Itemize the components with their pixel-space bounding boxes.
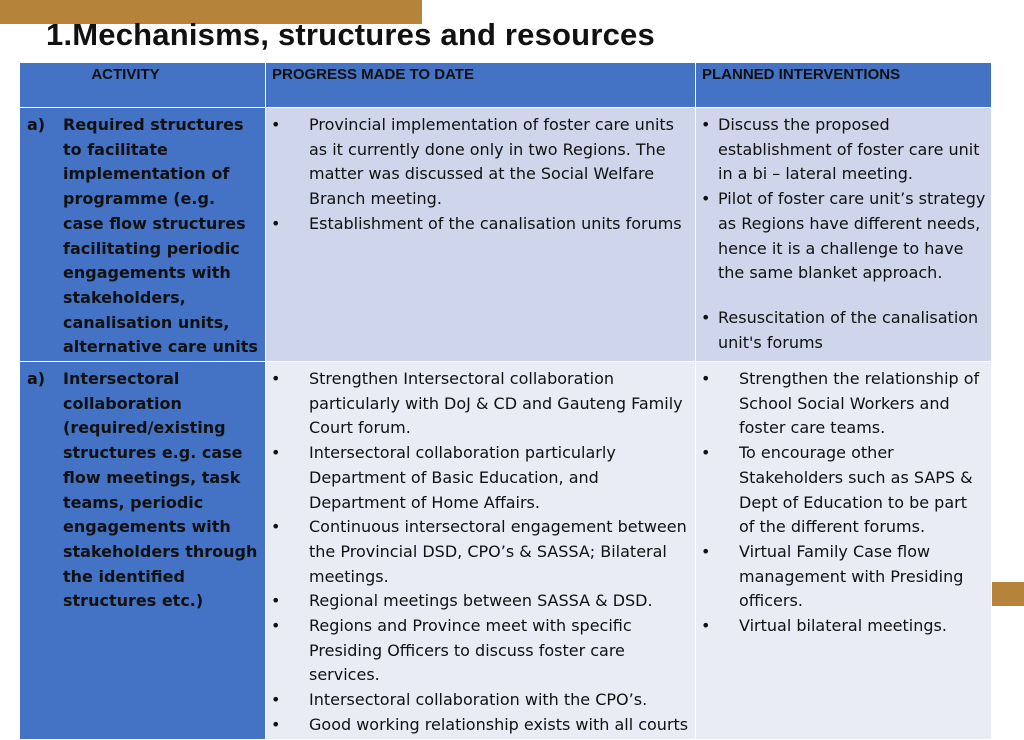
activity-cell [20,362,266,740]
list-item: • Intersectoral collaboration particularly Department of Basic Education, and Department of Home Affairs. [271,441,690,515]
list-item: • Good working relationship exists with all courts [271,713,690,738]
list-item: • Continuous intersectoral engagement between the Provincial DSD, CPO’s & SASSA; Bilateral meetings. [271,515,690,589]
list-item: • Strengthen the relationship of School Social Workers and foster care teams. [701,367,986,441]
list-item: • Discuss the proposed establishment of foster care unit in a bi – lateral meeting. [701,113,986,187]
list-item: • Pilot of foster care unit’s strategy as Regions have different needs, hence it is a challenge to have the same blanket approach. [701,187,986,286]
bullet-icon: • [701,115,711,134]
header-progress: PROGRESS MADE TO DATE [266,63,696,108]
bullet-icon: • [271,115,281,134]
activity-text: Intersectoral collaboration (required/existing structures e.g. case flow meetings, task teams, periodic engagements with stakeholders through the identified structures etc.) [63,369,258,611]
list-item: • Resuscitation of the canalisation unit's forums [701,306,986,355]
planned-cell [696,362,992,740]
activity-text: Required structures to facilitate implementation of programme (e.g. case flow structures facilitating periodic engagements with stakeholders, canalisation units, alternative care units [63,115,258,357]
progress-cell [266,362,696,740]
bullet-icon: • [271,369,281,389]
planned-cell [696,108,992,362]
list-item: • Virtual Family Case flow management with Presiding officers. [701,540,986,614]
header-activity: ACTIVITY [20,63,266,108]
row-marker: a) [27,369,46,389]
side-accent-bar [990,582,1024,606]
header-planned: PLANNED INTERVENTIONS [696,63,992,108]
bullet-icon: • [701,443,711,463]
bullet-icon: • [701,616,711,636]
table-row [20,362,992,740]
bullet-icon: • [701,369,711,389]
bullet-icon: • [271,443,281,463]
list-item: • Regions and Province meet with specific Presiding Officers to discuss foster care services. [271,614,690,688]
bullet-icon: • [701,307,711,327]
page-title: 1.Mechanisms, structures and resources [46,17,655,52]
list-item: • Strengthen Intersectoral collaboration particularly with DoJ & CD and Gauteng Family Court forum. [271,367,690,441]
list-item: • To encourage other Stakeholders such as SAPS & Dept of Education to be part of the different forums. [701,441,986,540]
bullet-icon: • [271,690,281,710]
table-header-row [20,63,992,108]
list-item: • Provincial implementation of foster care units as it currently done only in two Regions. The matter was discussed at the Social Welfare Branch meeting. [271,113,690,212]
table-row [20,108,992,362]
list-item: • Intersectoral collaboration with the CPO’s. [271,688,690,713]
bullet-icon: • [271,517,281,537]
list-item: • Regional meetings between SASSA & DSD. [271,589,690,614]
bullet-icon: • [271,213,281,233]
bullet-icon: • [271,616,281,636]
progress-cell [266,108,696,362]
list-item: • Virtual bilateral meetings. [701,614,986,639]
activity-cell [20,108,266,362]
bullet-icon: • [701,189,711,209]
row-marker: a) [27,115,46,134]
bullet-icon: • [701,541,711,561]
bullet-icon: • [271,714,281,734]
mechanisms-table [19,62,992,740]
bullet-icon: • [271,591,281,611]
list-item: • Establishment of the canalisation units forums [271,212,690,237]
